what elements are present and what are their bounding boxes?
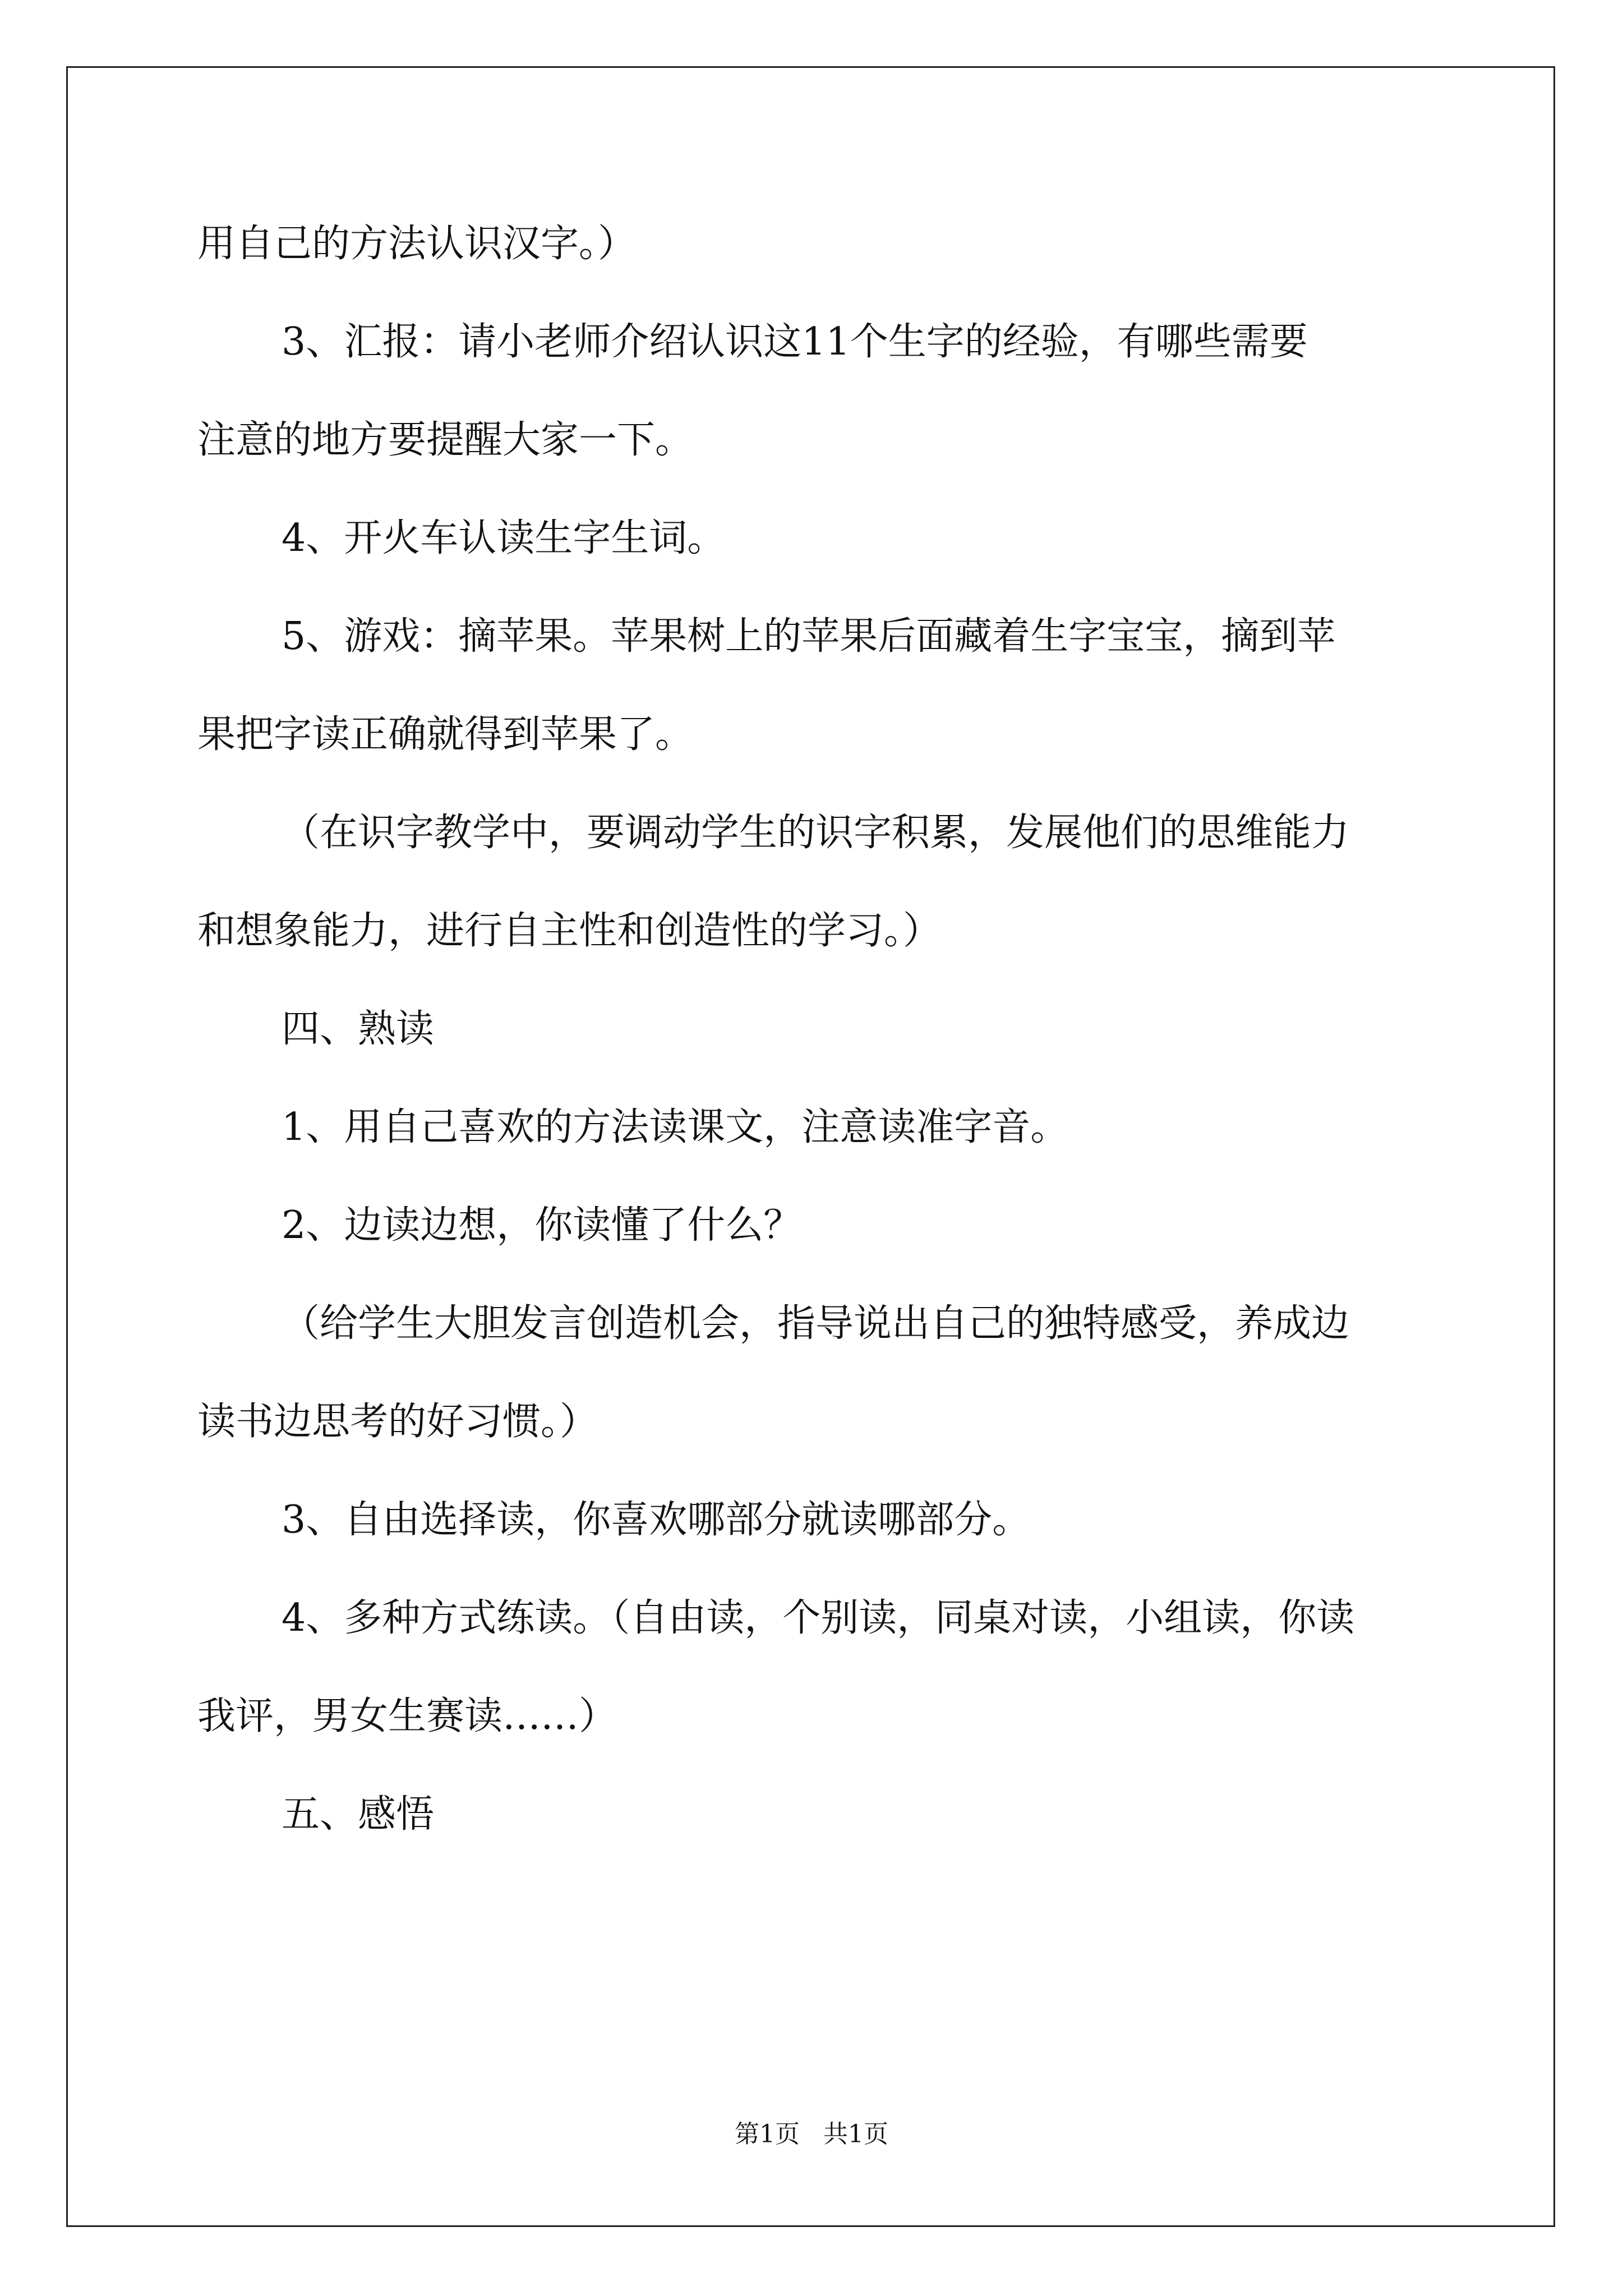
- text-line: 注意的地方要提醒大家一下。: [197, 418, 694, 462]
- text-line: （给学生大胆发言创造机会，指导说出自己的独特感受，养成边: [282, 1301, 1350, 1346]
- section-heading: 五、感悟: [282, 1792, 435, 1837]
- text-line: 4、多种方式练读。（自由读，个别读，同桌对读，小组读，你读: [282, 1596, 1355, 1640]
- text-line: 3、汇报：请小老师介绍认识这11个生字的经验，有哪些需要: [282, 320, 1308, 364]
- text-line: 果把字读正确就得到苹果了。: [197, 712, 694, 757]
- text-line: 3、自由选择读，你喜欢哪部分就读哪部分。: [282, 1498, 1031, 1542]
- section-heading: 四、熟读: [282, 1007, 435, 1051]
- text-line: 1、用自己喜欢的方法读课文，注意读准字音。: [282, 1105, 1069, 1149]
- text-line: 我评，男女生赛读……）: [197, 1694, 617, 1738]
- text-line: 5、游戏：摘苹果。苹果树上的苹果后面藏着生字宝宝，摘到苹: [282, 614, 1336, 659]
- text-line: 用自己的方法认识汉字。）: [197, 222, 637, 266]
- text-line: 读书边思考的好习惯。）: [197, 1400, 598, 1444]
- page-footer: 第1页 共1页: [735, 2120, 888, 2148]
- text-line: 2、边读边想，你读懂了什么？: [282, 1203, 802, 1248]
- text-line: 4、开火车认读生字生词。: [282, 516, 726, 560]
- text-line: 和想象能力，进行自主性和创造性的学习。）: [197, 909, 942, 953]
- text-line: （在识字教学中，要调动学生的识字积累，发展他们的思维能力: [282, 811, 1350, 855]
